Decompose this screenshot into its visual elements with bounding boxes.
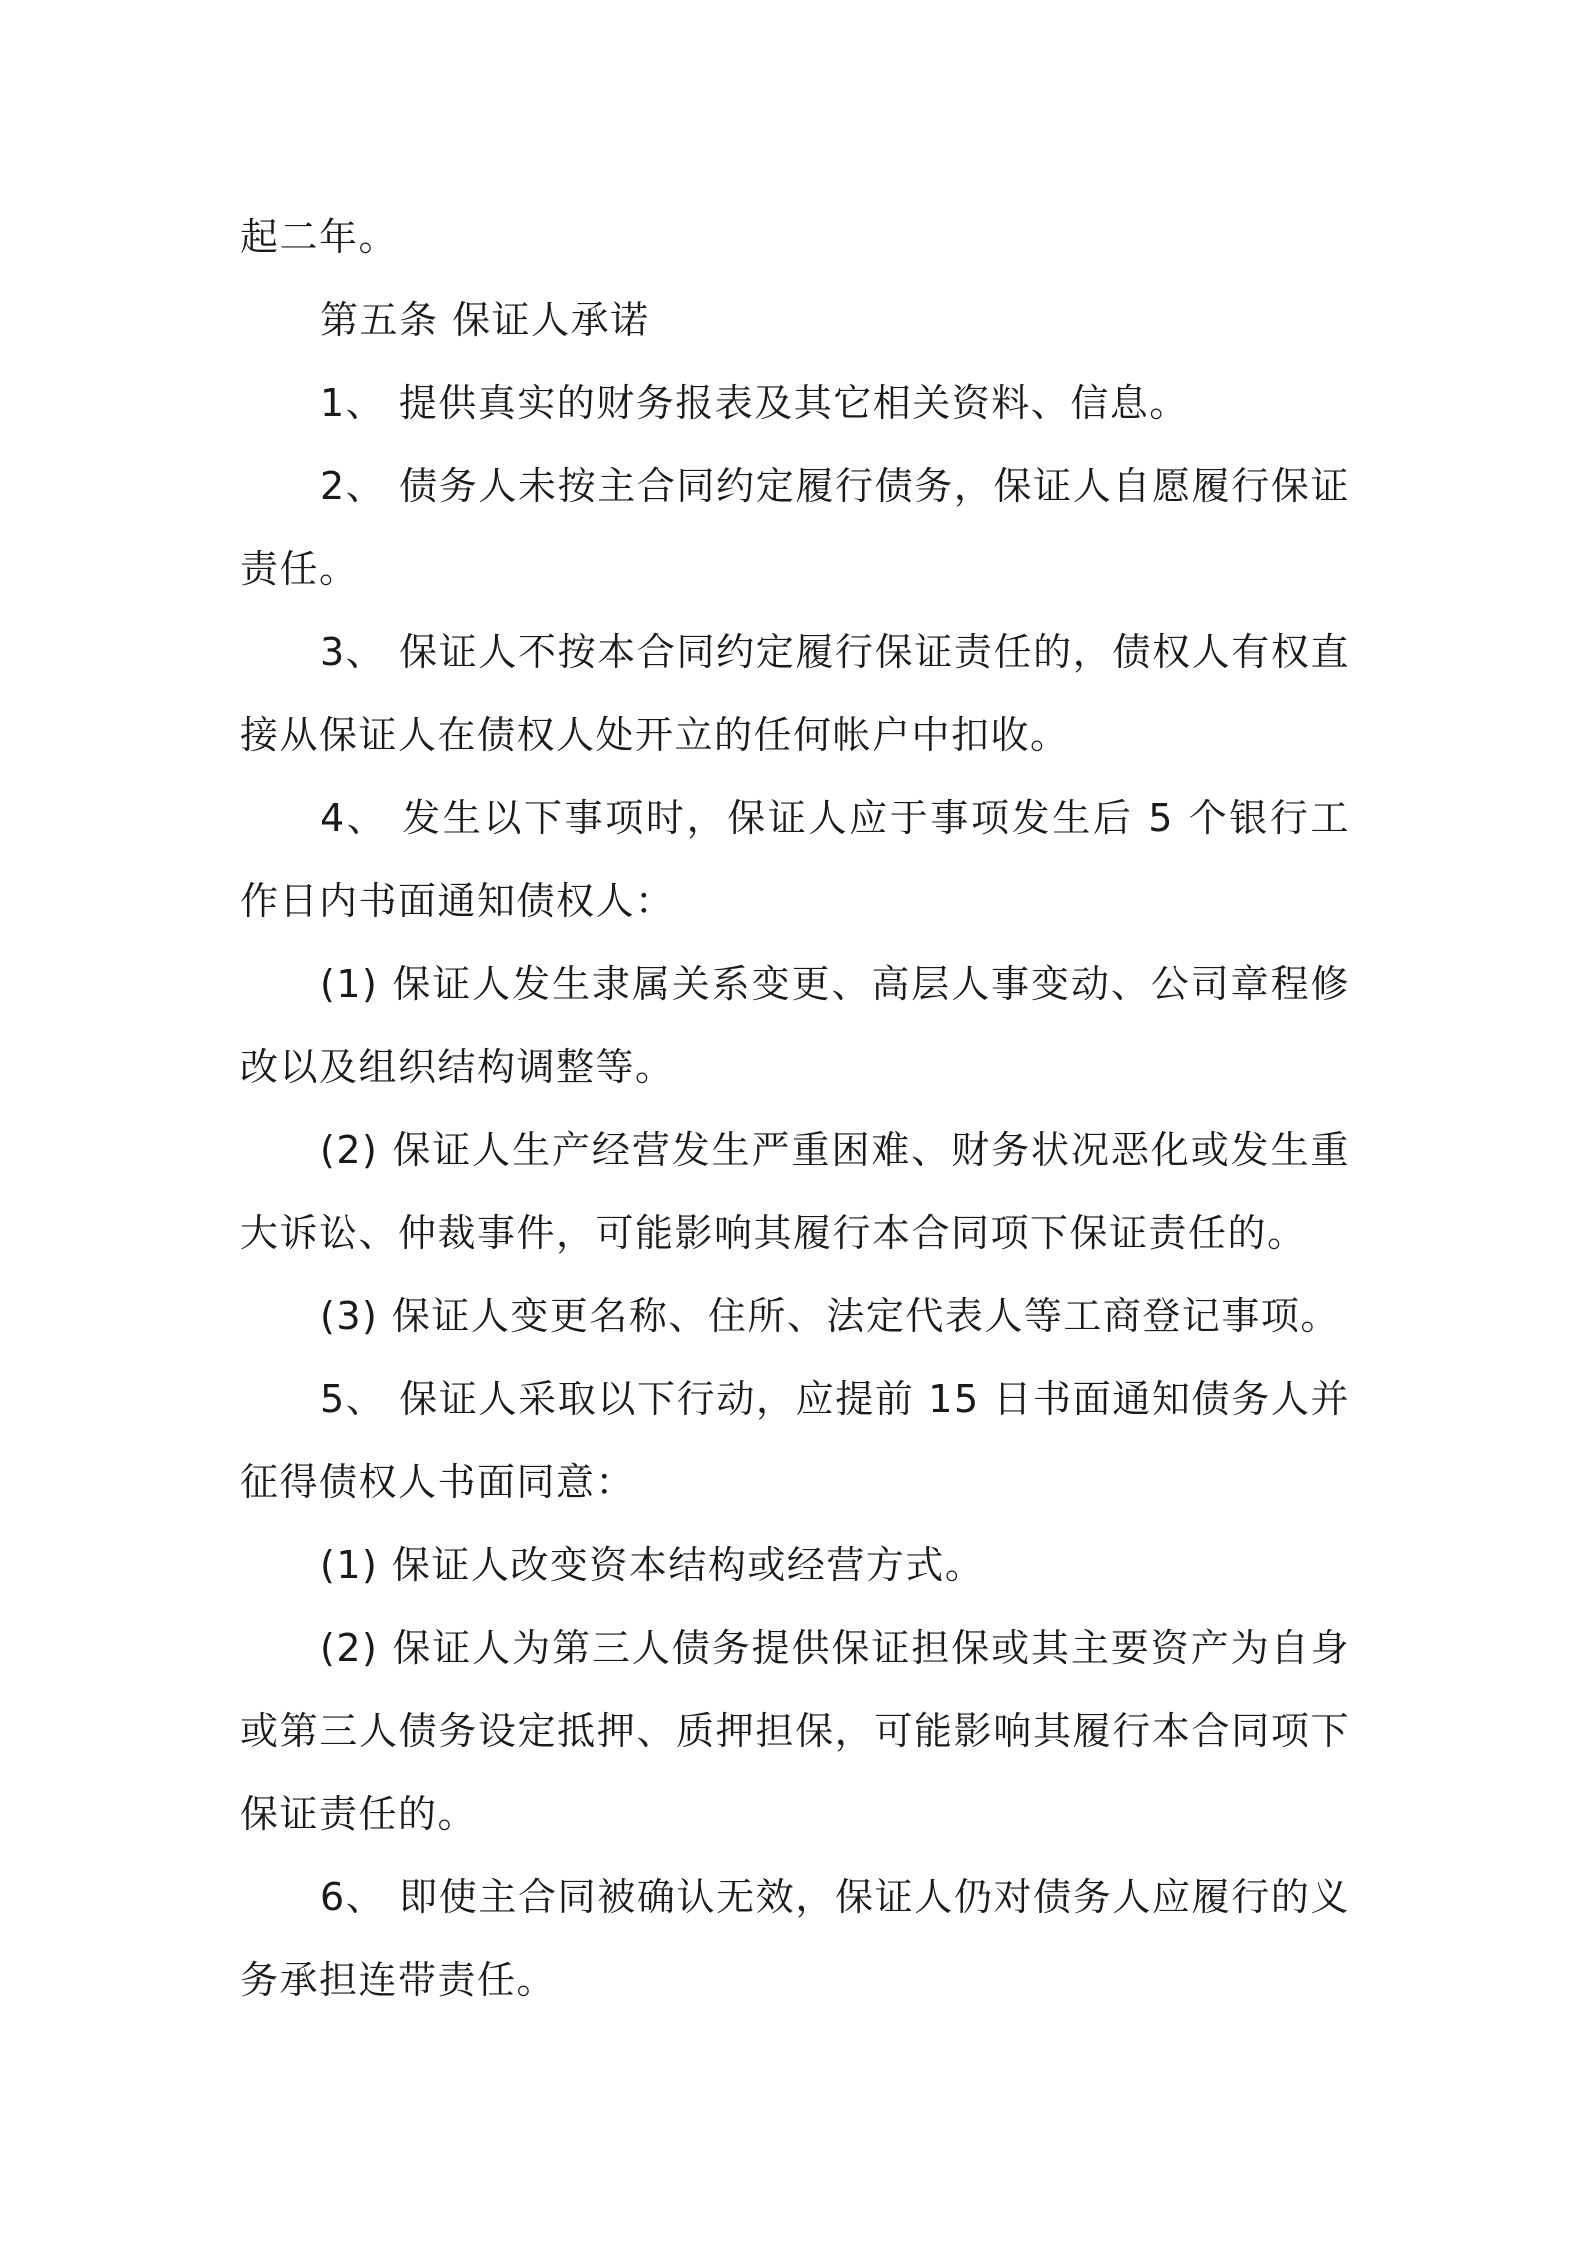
clause-3: 3、 保证人不按本合同约定履行保证责任的，债权人有权直接从保证人在债权人处开立的任何帐户中扣收。 xyxy=(240,630,1350,757)
clause-4-item-3: (3) 保证人变更名称、住所、法定代表人等工商登记事项。 xyxy=(320,1294,1340,1338)
document-body xyxy=(240,196,1350,2022)
paragraph-continuation: 起二年。 xyxy=(240,215,399,259)
clause-1: 1、 提供真实的财务报表及其它相关资料、信息。 xyxy=(320,381,1189,425)
clause-2: 2、 债务人未按主合同约定履行债务，保证人自愿履行保证责任。 xyxy=(240,464,1350,591)
clause-5-item-1: (1) 保证人改变资本结构或经营方式。 xyxy=(320,1543,985,1587)
clause-5: 5、 保证人采取以下行动，应提前 15 日书面通知债务人并征得债权人书面同意： xyxy=(240,1377,1350,1504)
clause-5-item-2: (2) 保证人为第三人债务提供保证担保或其主要资产为自身或第三人债务设定抵押、质押担保，可能影响其履行本合同项下保证责任的。 xyxy=(240,1626,1350,1836)
clause-4-item-1: (1) 保证人发生隶属关系变更、高层人事变动、公司章程修改以及组织结构调整等。 xyxy=(240,962,1350,1089)
clause-4: 4、 发生以下事项时，保证人应于事项发生后 5 个银行工作日内书面通知债权人： xyxy=(240,796,1350,923)
clause-4-item-2: (2) 保证人生产经营发生严重困难、财务状况恶化或发生重大诉讼、仲裁事件，可能影响其履行本合同项下保证责任的。 xyxy=(240,1128,1350,1255)
clause-6: 6、 即使主合同被确认无效，保证人仍对债务人应履行的义务承担连带责任。 xyxy=(240,1875,1350,2002)
article-heading: 第五条 保证人承诺 xyxy=(320,298,650,342)
